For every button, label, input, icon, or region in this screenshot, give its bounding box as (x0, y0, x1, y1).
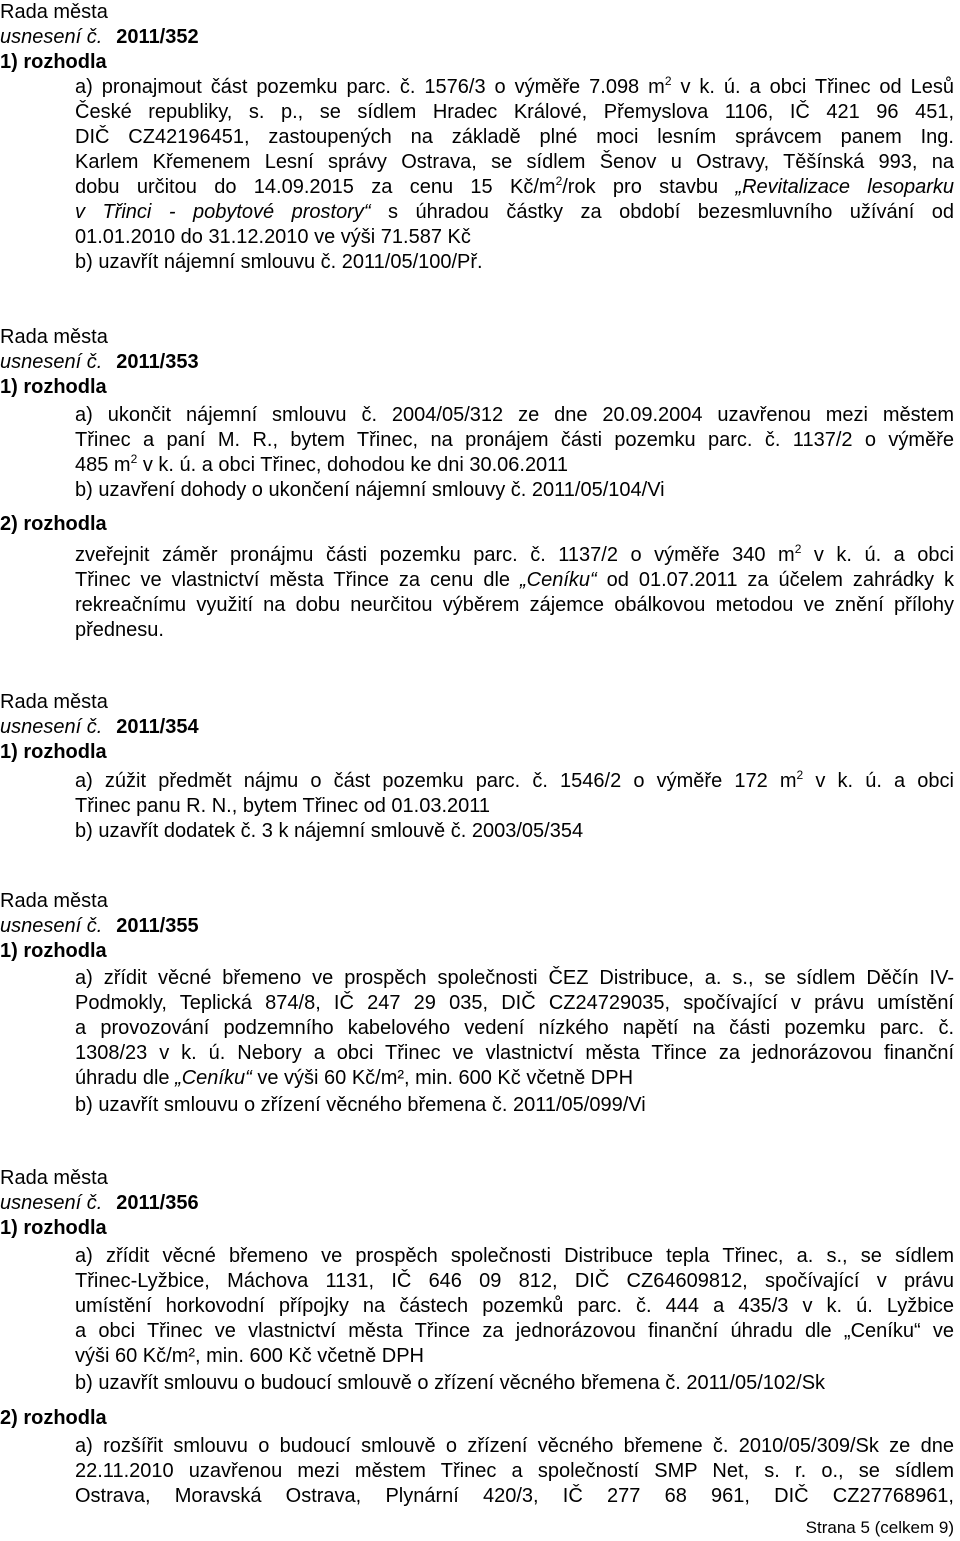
resolution-number: 2011/354 (116, 716, 199, 738)
text-line: b) uzavřít dodatek č. 3 k nájemní smlouvě č. 2003/05/354 (75, 820, 584, 842)
resolution-label: usnesení č. (0, 1192, 103, 1214)
section-heading: 1) rozhodla (0, 1217, 107, 1239)
resolution-heading (0, 1191, 960, 1216)
text-line: Třinec panu R. N., bytem Třinec od 01.03.2011 (75, 795, 491, 817)
text-line: úhradu dle „Ceníku“ ve výši 60 Kč/m², min. 600 Kč včetně DPH (75, 1067, 634, 1089)
text-line: Třinec ve vlastnictví města Třince za cenu dle „Ceníku“ od 01.07.2011 za účelem zahrádky k (75, 569, 954, 591)
resolution-number: 2011/352 (116, 26, 199, 48)
text-line: přednesu. (75, 619, 164, 641)
text-line: b) uzavřít nájemní smlouvu č. 2011/05/100/Př. (75, 251, 483, 273)
resolution-label: usnesení č. (0, 915, 103, 937)
section-heading: 1) rozhodla (0, 376, 107, 398)
resolution-number: 2011/353 (116, 351, 199, 373)
text-line: a provozování podzemního kabelového vedení nízkého napětí na části pozemku parc. č. (75, 1017, 954, 1039)
text-line: rekreačnímu využití na dobu neurčitou výběrem zájemce obálkovou metodou ve znění přílohy (75, 594, 954, 616)
resolution-label: usnesení č. (0, 351, 103, 373)
text-line: Třinec a paní M. R., bytem Třinec, na pronájem části pozemku parc. č. 1137/2 o výměře (75, 429, 954, 451)
text-line: Ostrava, Moravská Ostrava, Plynární 420/3, IČ 277 68 961, DIČ CZ27768961, (75, 1485, 954, 1507)
body-label: Rada města (0, 1167, 108, 1189)
resolution-heading (0, 25, 960, 50)
text-line: Karlem Křemenem Lesní správy Ostrava, se sídlem Šenov u Ostravy, Těšínská 993, na (75, 151, 954, 173)
body-label: Rada města (0, 326, 108, 348)
text-line: 1308/23 v k. ú. Nebory a obci Třinec ve vlastnictví města Třince za jednorázovou finanční (75, 1042, 954, 1064)
text-line: 01.01.2010 do 31.12.2010 ve výši 71.587 Kč (75, 226, 471, 248)
text-line: a) zřídit věcné břemeno ve prospěch společnosti ČEZ Distribuce, a. s., se sídlem Děčín IV- (75, 967, 954, 989)
text-line: Třinec-Lyžbice, Máchova 1131, IČ 646 09 812, DIČ CZ64609812, spočívající v právu (75, 1270, 954, 1292)
text-line: b) uzavření dohody o ukončení nájemní smlouvy č. 2011/05/104/Vi (75, 479, 665, 501)
text-line: a) pronajmout část pozemku parc. č. 1576/3 o výměře 7.098 $m^2$ v k. ú. a obci Třinec od Lesů (75, 74, 954, 98)
resolution-number: 2011/356 (116, 1192, 199, 1214)
text-line: a) zúžit předmět nájmu o část pozemku parc. č. 1546/2 o výměře 172 $m^2$ v k. ú. a obci (75, 768, 954, 792)
resolution-heading (0, 715, 960, 740)
resolution-heading (0, 914, 960, 939)
text-line: a) ukončit nájemní smlouvu č. 2004/05/312 ze dne 20.09.2004 uzavřenou mezi městem (75, 404, 954, 426)
page-footer: Strana 5 (celkem 9) (805, 1518, 954, 1537)
text-line: DIČ CZ42196451, zastoupených na základě plné moci lesním správcem panem Ing. (75, 126, 954, 148)
text-line: a) rozšířit smlouvu o budoucí smlouvě o zřízení věcného břemene č. 2010/05/309/Sk ze dne (75, 1435, 954, 1457)
section-heading: 1) rozhodla (0, 51, 107, 73)
section-heading: 1) rozhodla (0, 940, 107, 962)
text-line: 22.11.2010 uzavřenou mezi městem Třinec a společností SMP Net, s. r. o., se sídlem (75, 1460, 954, 1482)
text-line: a) zřídit věcné břemeno ve prospěch společnosti Distribuce tepla Třinec, a. s., se sídlem (75, 1245, 954, 1267)
text-line: České republiky, s. p., se sídlem Hradec Králové, Přemyslova 1106, IČ 421 96 451, (75, 101, 954, 123)
resolution-heading (0, 350, 960, 375)
text-line: umístění horkovodní přípojky na částech pozemků parc. č. 444 a 435/3 v k. ú. Lyžbice (75, 1295, 954, 1317)
body-label: Rada města (0, 691, 108, 713)
text-line: výši 60 Kč/m², min. 600 Kč včetně DPH (75, 1345, 425, 1367)
text-line: 485 $m^2$ v k. ú. a obci Třinec, dohodou ke dni 30.06.2011 (75, 452, 568, 476)
body-label: Rada města (0, 1, 108, 23)
section-heading: 1) rozhodla (0, 741, 107, 763)
body-label: Rada města (0, 890, 108, 912)
text-line: a obci Třinec ve vlastnictví města Třince za jednorázovou finanční úhradu dle „Ceníku“ ve (75, 1320, 954, 1342)
section-heading: 2) rozhodla (0, 513, 107, 535)
text-line: b) uzavřít smlouvu o budoucí smlouvě o zřízení věcného břemena č. 2011/05/102/Sk (75, 1372, 826, 1394)
text-line: zveřejnit záměr pronájmu části pozemku parc. č. 1137/2 o výměře 340 $m^2$ v k. ú. a obci (75, 542, 954, 566)
resolution-label: usnesení č. (0, 26, 103, 48)
text-line: v Třinci - pobytové prostory“ s úhradou částky za období bezesmluvního užívání od (75, 201, 954, 223)
text-line: dobu určitou do 14.09.2015 za cenu 15 $Kč/m^2$/rok pro stavbu „Revitalizace lesoparku (75, 174, 954, 198)
text-line: Podmokly, Teplická 874/8, IČ 247 29 035, DIČ CZ24729035, spočívající v právu umístění (75, 992, 954, 1014)
text-line: b) uzavřít smlouvu o zřízení věcného břemena č. 2011/05/099/Vi (75, 1094, 646, 1116)
section-heading: 2) rozhodla (0, 1407, 107, 1429)
resolution-label: usnesení č. (0, 716, 103, 738)
resolution-number: 2011/355 (116, 915, 199, 937)
